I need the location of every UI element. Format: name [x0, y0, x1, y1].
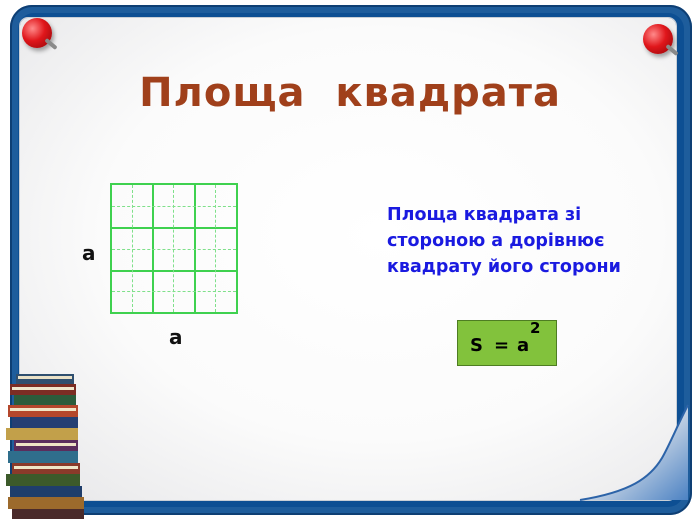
description-line-3: квадрату його сторони: [387, 257, 621, 277]
book-stack-icon: [2, 370, 94, 520]
page-curl-icon: [570, 400, 690, 510]
description-line-1: Площа квадрата зі: [387, 205, 582, 225]
grid-dash: [112, 249, 236, 250]
grid-line: [112, 270, 236, 272]
side-label-bottom: a: [169, 325, 183, 349]
square-grid: [110, 183, 238, 314]
grid-line: [112, 227, 236, 229]
side-label-left: a: [82, 241, 96, 265]
slide-title: Площа квадрата: [139, 70, 561, 116]
formula-base: a: [517, 335, 530, 356]
area-description: [387, 202, 637, 280]
area-formula: [457, 320, 557, 366]
formula-exponent: 2: [530, 319, 541, 337]
pushpin-icon: [643, 24, 673, 54]
formula-lhs: S: [470, 335, 483, 356]
formula-equals: =: [494, 335, 510, 356]
description-line-2: стороною а дорівнює: [387, 231, 605, 251]
grid-dash: [112, 206, 236, 207]
grid-dash: [112, 291, 236, 292]
pushpin-icon: [22, 18, 52, 48]
